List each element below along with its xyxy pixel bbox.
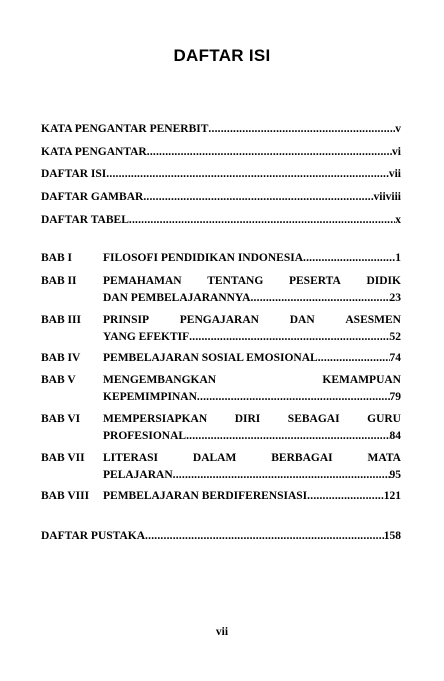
leader-dots bbox=[318, 350, 390, 366]
leader-dots bbox=[186, 428, 389, 444]
page-title: DAFTAR ISI bbox=[173, 46, 271, 65]
toc-entry-page: 1 bbox=[395, 252, 401, 264]
toc-entry-page: 121 bbox=[383, 490, 401, 502]
title-word: DIRI bbox=[234, 413, 261, 425]
toc-entry-page: viiviii bbox=[373, 191, 401, 203]
toc-entry-label: FILOSOFI PENDIDIKAN INDONESIA bbox=[103, 252, 304, 264]
chapter-title-line bbox=[103, 372, 401, 388]
toc-entry-label: KEPEMIMPINAN bbox=[103, 391, 197, 403]
title-word: PEMAHAMAN bbox=[103, 275, 182, 287]
chapter-number: BAB VI bbox=[41, 413, 81, 425]
toc-entry-page: 52 bbox=[389, 331, 401, 343]
toc-entry[interactable] bbox=[41, 528, 401, 544]
chapter-number: BAB II bbox=[41, 275, 77, 287]
chapter-number: BAB VII bbox=[41, 452, 85, 464]
toc-entry-label: KATA PENGANTAR PENERBIT bbox=[41, 123, 209, 135]
title-word: DIDIK bbox=[366, 275, 401, 287]
toc-entry[interactable] bbox=[103, 350, 401, 366]
chapter-number: BAB I bbox=[41, 252, 72, 264]
leader-dots bbox=[208, 121, 395, 137]
leader-dots bbox=[145, 528, 384, 544]
toc-entry-label: DAFTAR ISI bbox=[41, 168, 107, 180]
title-word: LITERASI bbox=[103, 452, 158, 464]
toc-entry[interactable] bbox=[103, 428, 401, 444]
toc-entry-label: PEMBELAJARAN SOSIAL EMOSIONAL bbox=[103, 352, 318, 364]
title-word: MENGEMBANGKAN bbox=[103, 374, 217, 386]
toc-entry-label: PROFESIONAL bbox=[103, 430, 187, 442]
toc-entry-label: DAFTAR TABEL bbox=[41, 214, 129, 226]
toc-entry-page: vii bbox=[388, 168, 401, 180]
toc-entry-page: 79 bbox=[389, 391, 401, 403]
toc-entry-page: 158 bbox=[383, 530, 401, 542]
toc-entry[interactable] bbox=[41, 121, 401, 137]
leader-dots bbox=[197, 389, 390, 405]
leader-dots bbox=[106, 166, 389, 182]
toc-entry-label: YANG EFEKTIF bbox=[103, 331, 190, 343]
chapter-title-line bbox=[103, 411, 401, 427]
title-word: MEMPERSIAPKAN bbox=[103, 413, 208, 425]
page-number: vii bbox=[215, 626, 229, 638]
chapter-number: BAB V bbox=[41, 374, 76, 386]
toc-entry[interactable] bbox=[103, 329, 401, 345]
toc-entry[interactable] bbox=[103, 290, 401, 306]
chapter-title-line bbox=[103, 312, 401, 328]
title-word: PRINSIP bbox=[103, 314, 150, 326]
title-word: PENGAJARAN bbox=[179, 314, 259, 326]
title-word: TENTANG bbox=[207, 275, 264, 287]
toc-entry-page: x bbox=[395, 214, 401, 226]
leader-dots bbox=[129, 212, 395, 228]
leader-dots bbox=[147, 144, 392, 160]
toc-entry-page: 23 bbox=[389, 292, 401, 304]
title-word: DALAM bbox=[192, 452, 237, 464]
toc-entry[interactable] bbox=[41, 212, 401, 228]
leader-dots bbox=[303, 250, 395, 266]
toc-entry[interactable] bbox=[103, 389, 401, 405]
toc-entry-page: 95 bbox=[389, 469, 401, 481]
toc-entry[interactable] bbox=[103, 250, 401, 266]
leader-dots bbox=[189, 329, 389, 345]
chapter-title-line bbox=[103, 273, 401, 289]
toc-entry-page: 74 bbox=[389, 352, 401, 364]
toc-entry[interactable] bbox=[103, 467, 401, 483]
toc-entry[interactable] bbox=[41, 189, 401, 205]
toc-entry-label: KATA PENGANTAR bbox=[41, 146, 147, 158]
title-word: SEBAGAI bbox=[287, 413, 340, 425]
title-word: PESERTA bbox=[288, 275, 341, 287]
toc-entry-label: DAFTAR PUSTAKA bbox=[41, 530, 146, 542]
toc-entry-label: PELAJARAN bbox=[103, 469, 173, 481]
toc-entry-label: PEMBELAJARAN BERDIFERENSIASI bbox=[103, 490, 308, 502]
leader-dots bbox=[143, 189, 373, 205]
toc-entry-page: v bbox=[395, 123, 401, 135]
leader-dots bbox=[307, 488, 384, 504]
toc-entry-page: 84 bbox=[389, 430, 401, 442]
title-word: BERBAGAI bbox=[271, 452, 333, 464]
toc-entry-label: DAN PEMBELAJARANNYA bbox=[103, 292, 251, 304]
title-word: GURU bbox=[367, 413, 401, 425]
chapter-title-line bbox=[103, 450, 401, 466]
leader-dots bbox=[173, 467, 390, 483]
chapter-number: BAB IV bbox=[41, 352, 81, 364]
toc-entry[interactable] bbox=[103, 488, 401, 504]
chapter-number: BAB VIII bbox=[41, 490, 90, 502]
toc-entry-page: vi bbox=[392, 146, 401, 158]
title-word: KEMAMPUAN bbox=[322, 374, 401, 386]
title-word: DAN bbox=[289, 314, 315, 326]
chapter-number: BAB III bbox=[41, 314, 81, 326]
title-word: MATA bbox=[367, 452, 401, 464]
toc-entry[interactable] bbox=[41, 144, 401, 160]
toc-entry-label: DAFTAR GAMBAR bbox=[41, 191, 144, 203]
leader-dots bbox=[250, 290, 389, 306]
toc-entry[interactable] bbox=[41, 166, 401, 182]
title-word: ASESMEN bbox=[345, 314, 401, 326]
